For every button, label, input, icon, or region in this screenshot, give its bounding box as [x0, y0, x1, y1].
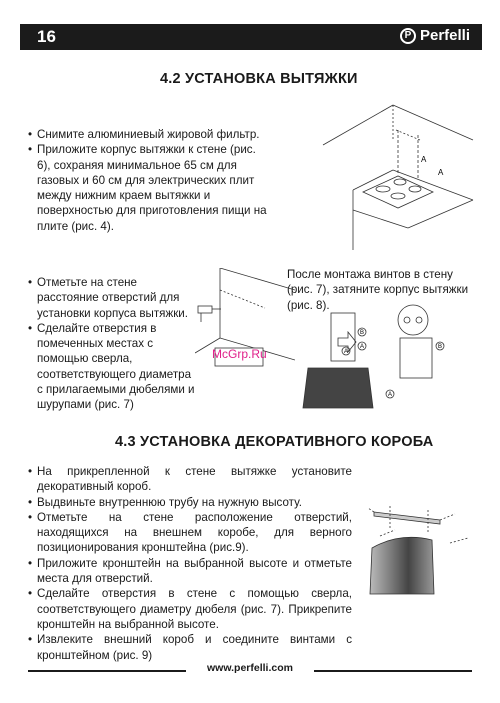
figure-drilling [195, 268, 295, 408]
screw-fig-label: A [359, 344, 365, 350]
hood-steps-list [28, 127, 268, 234]
section-title-hood-installation: 4.2 УСТАНОВКА ВЫТЯЖКИ [160, 71, 358, 87]
list-item: • Отметьте на стене расстояние отверстий для установки корпуса вытяжки. [28, 275, 198, 321]
screw-fig-label: A [343, 349, 349, 355]
page-number: 16 [37, 27, 56, 46]
brand-logo-icon: P [400, 28, 416, 44]
decorative-box-steps-list [28, 464, 352, 663]
figure-screw-mounting [298, 298, 478, 410]
screw-fig-label: B [359, 330, 365, 336]
hood-fig-label: A [438, 168, 444, 177]
page-header [20, 24, 482, 50]
list-item: • Отметьте на стене расположение отверстий, находящихся на внешнем коробе, для верного позиционирования кронштейна (рис.9). [28, 510, 352, 556]
section-title-decorative-box: 4.3 УСТАНОВКА ДЕКОРАТИВНОГО КОРОБА [115, 434, 434, 450]
figure-bracket-box [360, 498, 480, 598]
list-item: • Снимите алюминиевый жировой фильтр. [28, 127, 268, 142]
brand-name: Perfelli [419, 27, 470, 44]
list-item: • Выдвиньте внутреннюю трубу на нужную высоту. [28, 495, 352, 510]
list-item: • Приложите корпус вытяжки к стене (рис. 6), сохраняя минимальное 65 см для газовых и 60 см для электрических плит между нижним краем вытяжки и поверхностью для приготовления пищи на плите (рис. 4). [28, 142, 268, 234]
marking-steps-list [28, 275, 198, 413]
brand [400, 27, 470, 44]
screw-fig-label: B [437, 344, 443, 350]
watermark-text: McGrp.Ru [212, 347, 267, 361]
list-item: • Сделайте отверстия в помеченных местах с помощью сверла, соответствующего диаметра с прилагаемыми дюбелями и шурупами (рис. 7) [28, 321, 198, 413]
list-item: • Приложите кронштейн на выбранной высоте и отметьте места для отверстий. [28, 556, 352, 587]
list-item: • На прикрепленной к стене вытяжке установите декоративный короб. [28, 464, 352, 495]
hood-fig-label: A [421, 155, 427, 164]
figure-kitchen-corner [318, 100, 478, 250]
screw-fig-label: A [387, 392, 393, 398]
screw-mounting-note: После монтажа винтов в стену (рис. 7), затяните корпус вытяжки (рис. 8). [287, 268, 469, 312]
footer-url: www.perfelli.com [207, 662, 293, 674]
list-item: • Извлеките внешний короб и соедините винтами с кронштейном (рис. 9) [28, 632, 352, 663]
list-item: • Сделайте отверстия в стене с помощью сверла, соответствующего диаметру дюбеля (рис. 7). Прикрепите кронштейн на выбранной высоте. [28, 586, 352, 632]
